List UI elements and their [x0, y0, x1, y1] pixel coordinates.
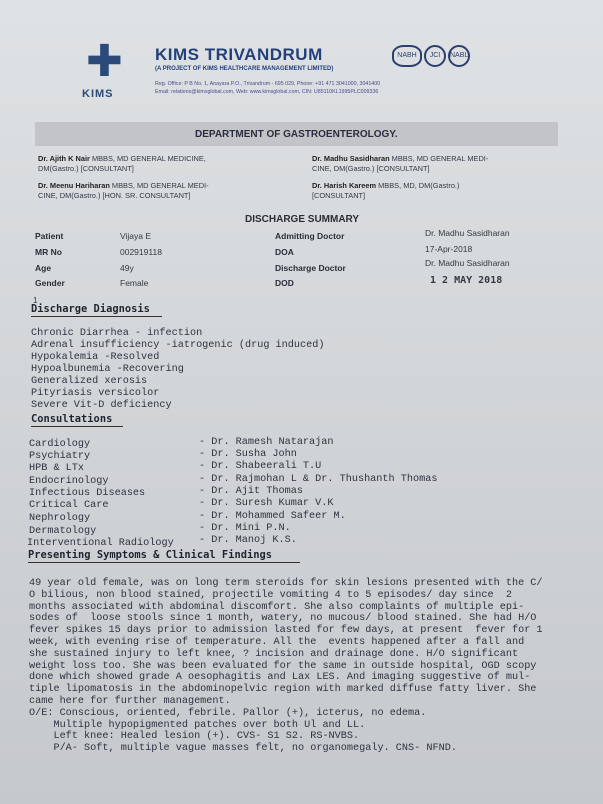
doctor-entry — [38, 181, 209, 201]
consult-doctor: - Dr. Ramesh Natarajan — [199, 437, 334, 448]
diagnosis-item: Hypokalemia -Resolved — [31, 352, 160, 363]
findings-line: O/E: Conscious, oriented, febrile. Pallor (+), icterus, no edema. — [29, 707, 427, 719]
findings-line: O bilious, non blood stained, projectile vomiting 4 to 5 episodes/ day since 2 — [29, 589, 512, 601]
address-line: Reg. Office: P B No. 1, Anayara P.O., Trivandrum - 695 029, Phone: +91 471 3041000, 3041400 — [155, 81, 381, 87]
consult-doctor: - Dr. Ajit Thomas — [199, 486, 303, 497]
mrno-value: 002919118 — [120, 247, 162, 257]
doctor-entry — [312, 154, 488, 174]
findings-line: Multiple hypopigmented patches over both Ul and LL. — [29, 719, 366, 731]
diagnosis-item: Pityriasis versicolor — [31, 388, 160, 399]
doctor-entry — [312, 181, 459, 201]
doa-label: DOA — [275, 247, 294, 257]
kims-logo — [80, 36, 126, 102]
logo-text: KIMS — [82, 88, 114, 100]
diagnosis-item: Adrenal insufficiency -iatrogenic (drug induced) — [31, 340, 325, 351]
mrno-label: MR No — [35, 247, 62, 257]
consult-dept: Dermatology — [29, 526, 97, 537]
findings-text — [29, 578, 597, 755]
doctor-name: Dr. Harish Kareem — [312, 181, 377, 190]
logo-symbol-icon: ✚ — [86, 36, 123, 87]
contact-line: Email: relations@kimsglobal.com, Web: www.kimsglobal.com, CIN: U85110KL1995PLC009336 — [155, 89, 379, 95]
consult-doctor: - Dr. Rajmohan L & Dr. Thushanth Thomas — [199, 474, 438, 485]
discharge-doctor-value: Dr. Madhu Sasidharan — [425, 258, 510, 268]
doctor-qualification: MBBS, MD GENERAL MEDICINE, — [89, 154, 206, 163]
consult-dept: HPB & LTx — [29, 463, 85, 474]
admitting-doctor-label: Admitting Doctor — [275, 231, 345, 241]
discharge-doctor-label: Discharge Doctor — [275, 263, 346, 273]
findings-line: P/A- Soft, multiple vague masses felt, no organomegaly. CNS- NFND. — [29, 743, 457, 755]
doctor-designation: [CONSULTANT] — [312, 191, 366, 200]
findings-line: 49 year old female, was on long term steroids for skin lesions presented with the C/ — [29, 578, 543, 589]
findings-line: week, with evening rise of temperature. All the events happened after a fall and — [29, 636, 525, 648]
consult-dept: Endocrinology — [29, 476, 109, 487]
nabh-seal-icon: NABH — [392, 45, 422, 67]
findings-line: came here for further management. — [29, 695, 231, 707]
diagnosis-item: Severe Vit-D deficiency — [31, 400, 172, 411]
hospital-address — [155, 80, 515, 96]
consult-dept: Critical Care — [29, 500, 109, 511]
dod-stamp: 1 2 MAY 2018 — [430, 275, 503, 286]
admitting-doctor-value: Dr. Madhu Sasidharan — [425, 228, 510, 238]
patient-label: Patient — [35, 231, 64, 241]
consult-doctor: - Dr. Manoj K.S. — [199, 535, 297, 546]
diagnosis-item: Hypoalbunemia -Recovering — [31, 364, 184, 375]
diagnosis-item: Chronic Diarrhea - infection — [31, 328, 203, 339]
page-mark: 1 — [33, 296, 38, 305]
heading-underline — [28, 562, 300, 563]
hospital-subtitle: (A PROJECT OF KIMS HEALTHCARE MANAGEMENT LIMITED) — [155, 66, 334, 72]
doctor-designation: CINE, DM(Gastro.) [CONSULTANT] — [312, 164, 430, 173]
doctor-qualification: MBBS, MD GENERAL MEDI- — [109, 181, 209, 190]
doctor-name: Dr. Meenu Hariharan — [38, 181, 110, 190]
findings-line: months associated with abdominal discomfort. She also complaints of multiple epi- — [29, 601, 525, 613]
dod-label: DOD — [275, 278, 294, 288]
doctor-qualification: MBBS, MD GENERAL MEDI- — [389, 154, 489, 163]
consult-doctor: - Dr. Shabeerali T.U — [199, 461, 322, 472]
nabl-seal-icon: NABL — [448, 45, 470, 67]
discharge-summary-title: DISCHARGE SUMMARY — [245, 214, 360, 225]
doctor-designation: DM(Gastro.) [CONSULTANT] — [38, 164, 134, 173]
heading-underline — [31, 316, 162, 317]
age-value: 49y — [120, 263, 134, 273]
diagnosis-item: Generalized xerosis — [31, 376, 148, 387]
findings-line: fever spikes 15 days prior to admission lasted for few days, at present fever for 1 — [29, 625, 543, 637]
diagnosis-heading: Discharge Diagnosis — [31, 303, 150, 315]
findings-line: done which showed grade A oesophagitis and Lax LES. And imaging suggestive of mul- — [29, 672, 531, 684]
findings-line: Left knee: Healed lesion (+). CVS- S1 S2. RS-NVBS. — [29, 731, 360, 743]
findings-line: tiple lipomatosis in the abdominopelvic region with marked diffuse fatty liver. She — [29, 684, 537, 696]
consult-doctor: - Dr. Mohammed Safeer M. — [199, 511, 346, 522]
consult-dept: Interventional Radiology — [27, 538, 174, 549]
consultations-heading: Consultations — [31, 413, 113, 425]
age-label: Age — [35, 263, 52, 273]
doa-value: 17-Apr-2018 — [425, 244, 473, 254]
doctor-qualification: MBBS, MD, DM(Gastro.) — [376, 181, 460, 190]
jci-seal-icon: JCI — [424, 45, 446, 67]
consult-doctor: - Dr. Mini P.N. — [199, 523, 291, 534]
findings-line: she sustained injury to left knee, ? incision and drainage done. H/O significant — [29, 648, 519, 660]
doctor-entry — [38, 154, 206, 174]
heading-underline — [31, 426, 123, 427]
gender-value: Female — [120, 278, 149, 288]
consult-dept: Nephrology — [29, 513, 91, 524]
doctor-name: Dr. Madhu Sasidharan — [312, 154, 390, 163]
findings-line: sodes of loose stools since 1 month, watery, no mucous/ blood stained. She had H/O — [29, 613, 537, 625]
consult-dept: Infectious Diseases — [29, 488, 146, 499]
consult-dept: Cardiology — [29, 439, 91, 450]
patient-value: Vijaya E — [120, 231, 152, 241]
findings-heading: Presenting Symptoms & Clinical Findings — [28, 549, 272, 561]
gender-label: Gender — [35, 278, 65, 288]
consult-doctor: - Dr. Susha John — [199, 449, 297, 460]
consult-doctor: - Dr. Suresh Kumar V.K — [199, 498, 334, 509]
doctor-designation: CINE, DM(Gastro.) [HON. SR. CONSULTANT] — [38, 191, 191, 200]
findings-line: weight loss too. She was been evaluated for the same in outside hospital, OGD scopy — [29, 660, 537, 672]
consult-dept: Psychiatry — [29, 451, 91, 462]
doctor-name: Dr. Ajith K Nair — [38, 154, 90, 163]
hospital-name: KIMS TRIVANDRUM — [155, 45, 323, 64]
accreditation-seals — [390, 44, 470, 67]
department-title: DEPARTMENT OF GASTROENTEROLOGY. — [195, 129, 398, 140]
